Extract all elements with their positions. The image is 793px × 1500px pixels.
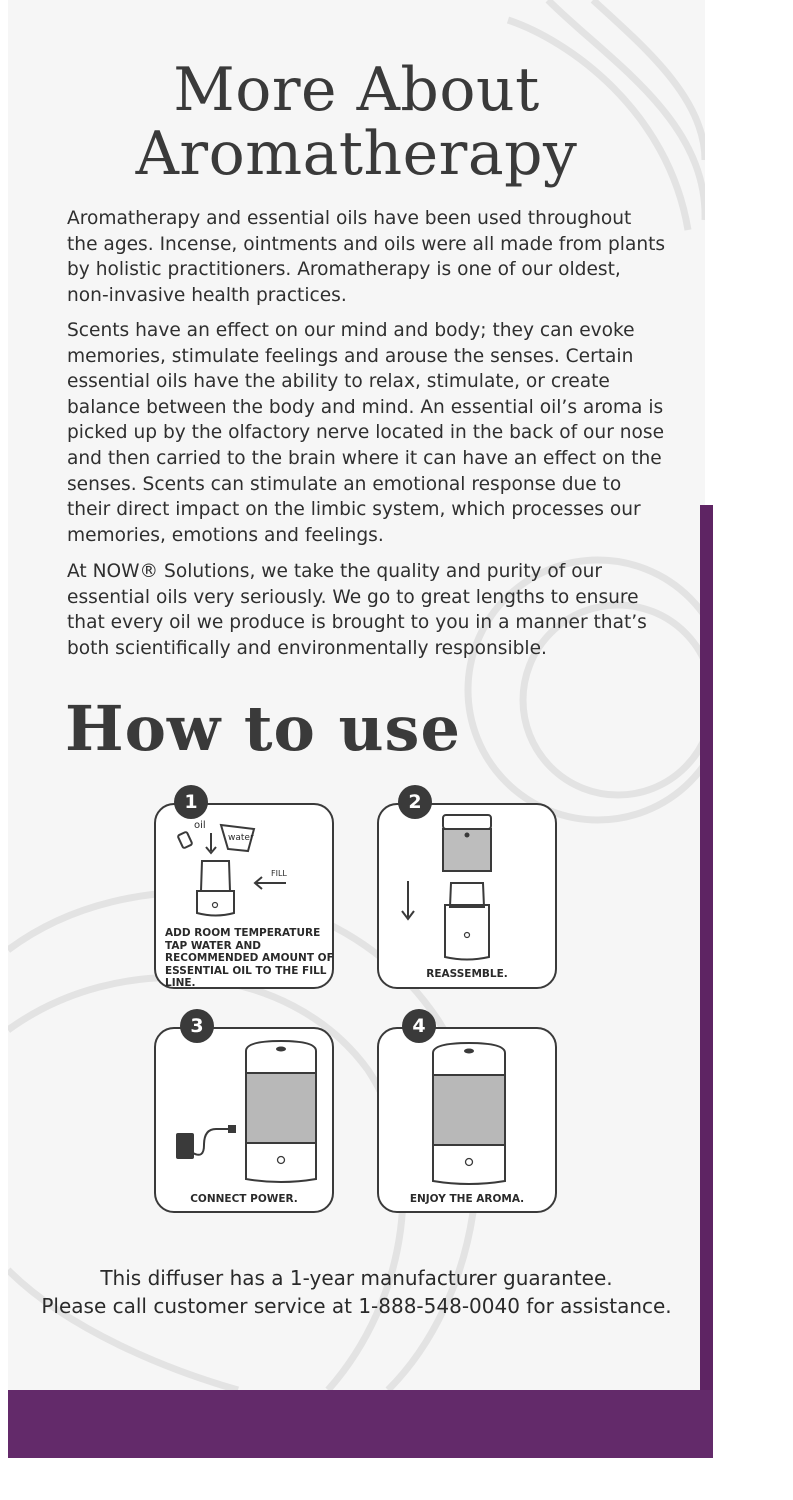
step-4-card — [377, 1027, 557, 1213]
how-to-use-heading: How to use — [65, 692, 461, 765]
customer-service-line: Please call customer service at 1-888-548-0040 for assistance. — [41, 1294, 672, 1318]
step-1-badge: 1 — [174, 785, 208, 819]
step-1-caption: ADD ROOM TEMPERATURE TAP WATER AND RECOMMENDED AMOUNT OF ESSENTIAL OIL TO THE FILL LINE. — [165, 927, 334, 989]
reassemble-illustration — [379, 805, 559, 991]
guarantee-text — [8, 1264, 705, 1320]
title-line-2: Aromatherapy — [135, 119, 578, 189]
step-2-badge: 2 — [398, 785, 432, 819]
step-1-card — [154, 803, 334, 989]
scents-paragraph: Scents have an effect on our mind and body; they can evoke memories, stimulate feelings and arouse the senses. Certain essential oils have the ability to relax, stimulate, or create balance between the body and mind. An essential oil’s aroma is picked up by the olfactory nerve located in the back of our nose and then carried to the brain where it can have an effect on the senses. Scents can stimulate an emotional response due to their direct impact on the limbic system, which processes our memories, emotions and feelings. — [67, 320, 665, 546]
connect-power-illustration — [156, 1029, 336, 1215]
step-4-caption: ENJOY THE AROMA. — [409, 1193, 525, 1205]
page-title — [8, 55, 705, 189]
purple-bottom-band — [8, 1390, 713, 1458]
step-4-badge: 4 — [402, 1009, 436, 1043]
step-2-caption: REASSEMBLE. — [426, 968, 508, 980]
step-2-card — [377, 803, 557, 989]
intro-paragraph: Aromatherapy and essential oils have been used throughout the ages. Incense, ointments and oils were all made from plants by holistic practitioners. Aromatherapy is one of our oldest, non-invasive health practices. — [67, 208, 666, 306]
water-label: water — [228, 833, 254, 843]
info-panel — [8, 0, 705, 1390]
quality-paragraph: At NOW® Solutions, we take the quality and purity of our essential oils very seriously. We go to great lengths to ensure that every oil we produce is brought to you in a manner that’s both scientifically and environmentally responsible. — [67, 561, 647, 659]
step-3-card — [154, 1027, 334, 1213]
guarantee-line-1: This diffuser has a 1-year manufacturer guarantee. — [100, 1266, 613, 1290]
fill-label: FILL — [271, 869, 287, 878]
purple-side-band — [700, 505, 713, 1458]
step-3-caption: CONNECT POWER. — [190, 1193, 298, 1205]
title-line-1: More About — [173, 55, 540, 125]
oil-label: oil — [194, 820, 206, 831]
step-3-badge: 3 — [180, 1009, 214, 1043]
enjoy-aroma-illustration — [379, 1029, 559, 1215]
